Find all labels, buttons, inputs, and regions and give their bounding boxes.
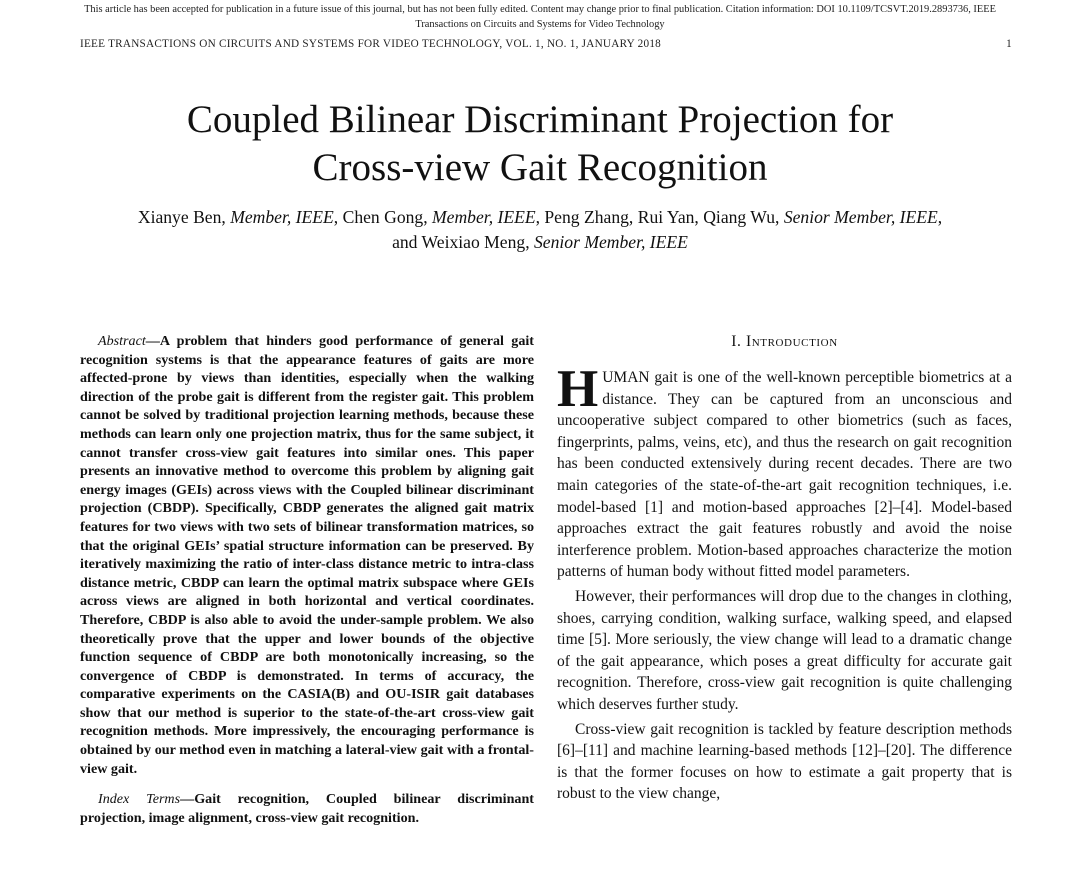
member-designation: Member, IEEE	[432, 207, 536, 227]
paper-title	[0, 96, 1080, 192]
intro-paragraph-1-text: UMAN gait is one of the well-known perceptible biometrics at a distance. They can be captured from an unconscious and uncooperative subject compared to other biometrics (such as faces, fingerprints, palms, veins, etc), and thus the research on gait recognition has been conducted extensively during recent decades. There are two main categories of the state-of-the-art gait recognition techniques, i.e. model-based [1] and motion-based approaches [2]–[4]. Model-based approaches extract the gait features robustly and avoid the noise interference problem. Motion-based approaches characterize the motion patterns of human body without fitted model parameters.	[557, 369, 1012, 581]
index-terms-paragraph	[80, 790, 534, 827]
title-line-1: Coupled Bilinear Discriminant Projection for	[186, 98, 894, 141]
notice-line-2: Transactions on Circuits and Systems for Video Technology	[415, 19, 665, 30]
intro-paragraph-3: Cross-view gait recognition is tackled by feature description methods [6]–[11] and machine learning-based methods [12]–[20]. The difference is that the former focuses on how to estimate a gait property that is robust to the view change,	[557, 720, 1012, 803]
page-number: 1	[1006, 38, 1012, 50]
index-terms	[80, 790, 534, 827]
member-designation: Senior Member, IEEE	[783, 207, 938, 227]
index-terms-label: Index Terms	[98, 791, 181, 808]
title-line-2: Cross-view Gait Recognition	[312, 146, 768, 189]
running-head	[80, 38, 1012, 50]
section-numeral: I.	[731, 333, 746, 350]
abstract-paragraph	[80, 332, 534, 778]
author-list	[0, 205, 1080, 255]
index-terms-text: —Gait recognition, Coupled bilinear discriminant projection, image alignment, cross-view gait recognition.	[80, 791, 534, 826]
journal-header: IEEE TRANSACTIONS ON CIRCUITS AND SYSTEMS FOR VIDEO TECHNOLOGY, VOL. 1, NO. 1, JANUARY 2018	[80, 38, 662, 50]
abstract-text: —A problem that hinders good performance of general gait recognition systems is that the appearance features of gaits are more affected-prone by views than identities, especially when the walking direction of the probe gait is different from the register gait. This problem cannot be solved by traditional projection learning methods, because these methods can learn only one projection matrix, thus for the same subject, it cannot transfer cross-view gait features into similar ones. This paper presents an innovative method to overcome this problem by aligning gait energy images (GEIs) across views with the Coupled bilinear discriminant projection (CBDP). Specifically, CBDP generates the aligned gait matrix features for two views with two sets of bilinear transformation matrices, so that the original GEIs’ spatial structure information can be preserved. By iteratively maximizing the ratio of inter-class distance metric to intra-class distance metric, CBDP can learn the optimal matrix subspace where GEIs across views are aligned in both horizontal and vertical coordinates. Therefore, CBDP is also able to avoid the under-sample problem. We also theoretically prove that the upper and lower bounds of the objective function sequence of CBDP are both monotonically increasing, so the convergence of CBDP is demonstrated. In terms of accuracy, the comparative experiments on the CASIA(B) and OU-ISIR gait databases show that our method is superior to the state-of-the-art cross-view gait recognition methods. More impressively, the encouraging performance is obtained by our method even in matching a lateral-view gait with a frontal-view gait.	[80, 333, 534, 777]
abstract	[80, 332, 534, 778]
publication-notice	[0, 2, 1080, 32]
abstract-label: Abstract	[98, 333, 146, 349]
section-title: Introduction	[745, 333, 838, 350]
authors-line-2: and Weixiao Meng, Senior Member, IEEE	[392, 232, 688, 252]
intro-paragraph-1	[557, 360, 1012, 583]
authors-line-1: Xianye Ben, Member, IEEE, Chen Gong, Member, IEEE, Peng Zhang, Rui Yan, Qiang Wu, Senior Member, IEEE,	[137, 207, 943, 227]
section-heading-introduction	[557, 333, 1012, 351]
drop-cap: H	[557, 360, 599, 418]
notice-line-1: This article has been accepted for publication in a future issue of this journal, but has not been fully edited. Content may change prior to final publication. Citation information: DOI 10.1109/TCSVT.2019.2893736, IEEE	[84, 4, 996, 15]
right-column	[557, 333, 1012, 805]
member-designation: Member, IEEE	[230, 207, 334, 227]
left-column	[80, 332, 534, 827]
introduction-body	[557, 360, 1012, 805]
intro-paragraph-2: However, their performances will drop due to the changes in clothing, shoes, carrying condition, walking surface, walking speed, and elapsed time [5]. More seriously, the view change will lead to a dramatic change of the gait appearance, which poses a great difficulty for accurate gait recognition. Therefore, cross-view gait recognition is quite challenging which deserves further study.	[557, 587, 1012, 713]
member-designation: Senior Member, IEEE	[534, 232, 688, 252]
